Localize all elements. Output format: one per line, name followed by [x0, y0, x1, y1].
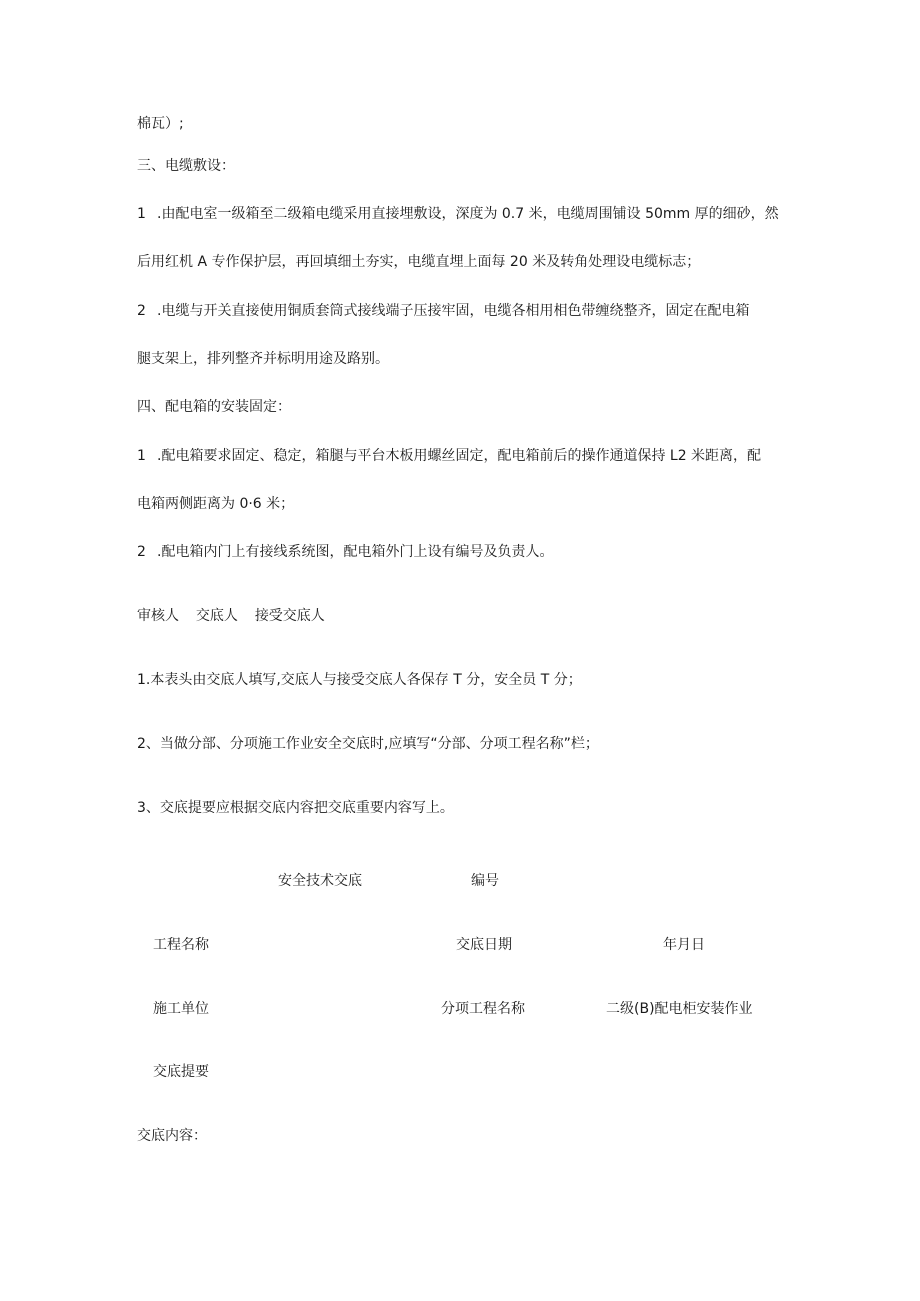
receiver-label: 接受交底人	[254, 608, 325, 624]
box-item-1-line-2: 电箱两侧距离为 0·6 米；	[137, 496, 295, 512]
reviewer-label: 审核人	[137, 608, 179, 624]
subproject-name-value: 二级(B)配电柜安装作业	[606, 1001, 753, 1017]
cable-item-1-line-1	[137, 204, 779, 224]
date-value: 年月日	[663, 937, 705, 953]
section-heading-cable-laying: 三、电缆敷设：	[137, 158, 235, 174]
section-heading-box-installation: 四、配电箱的安装固定：	[137, 399, 291, 415]
note-1: 1.本表头由交底人填写,交底人与接受交底人各保存 T 分，安全员 T 分；	[137, 672, 582, 688]
summary-label: 交底提要	[153, 1064, 209, 1080]
item-text: .配电箱要求固定、稳定，箱腿与平台木板用螺丝固定，配电箱前后的操作通道保持 L2 米距离，配	[157, 448, 762, 464]
item-text: .配电箱内门上有接线系统图，配电箱外门上设有编号及负责人。	[157, 544, 554, 560]
cable-item-2-line-2: 腿支架上，排列整齐并标明用途及路别。	[137, 351, 389, 367]
discloser-label: 交底人	[195, 608, 238, 624]
project-name-label: 工程名称	[153, 937, 209, 953]
paragraph-continuation: 棉瓦）;	[137, 116, 184, 132]
item-number: 2	[137, 303, 146, 319]
note-2: 2、当做分部、分项施工作业安全交底时,应填写“分部、分项工程名称”栏；	[137, 736, 599, 752]
box-item-1-line-1	[137, 446, 761, 466]
cable-item-2-line-1	[137, 301, 749, 321]
form-title: 安全技术交底	[278, 873, 362, 889]
number-label: 编号	[471, 873, 499, 889]
date-label: 交底日期	[456, 937, 512, 953]
item-text: .由配电室一级箱至二级箱电缆采用直接埋敷设，深度为 0.7 米，电缆周围铺设 50mm 厚的细砂，然	[157, 206, 779, 222]
note-3: 3、交底提要应根据交底内容把交底重要内容写上。	[137, 800, 454, 816]
content-label: 交底内容：	[137, 1128, 207, 1144]
cable-item-1-line-2: 后用红机 A 专作保护层，再回填细土夯实，电缆直埋上面每 20 米及转角处理设电缆标志；	[137, 254, 701, 270]
subproject-name-label: 分项工程名称	[441, 1001, 525, 1017]
item-number: 1	[137, 448, 146, 464]
signature-row	[137, 606, 325, 626]
construction-unit-label: 施工单位	[153, 1001, 209, 1017]
item-number: 1	[137, 206, 146, 222]
item-text: .电缆与开关直接使用铜质套筒式接线端子压接牢固，电缆各相用相色带缠绕整齐，固定在配电箱	[157, 303, 750, 319]
box-item-2	[137, 542, 553, 562]
item-number: 2	[137, 544, 146, 560]
